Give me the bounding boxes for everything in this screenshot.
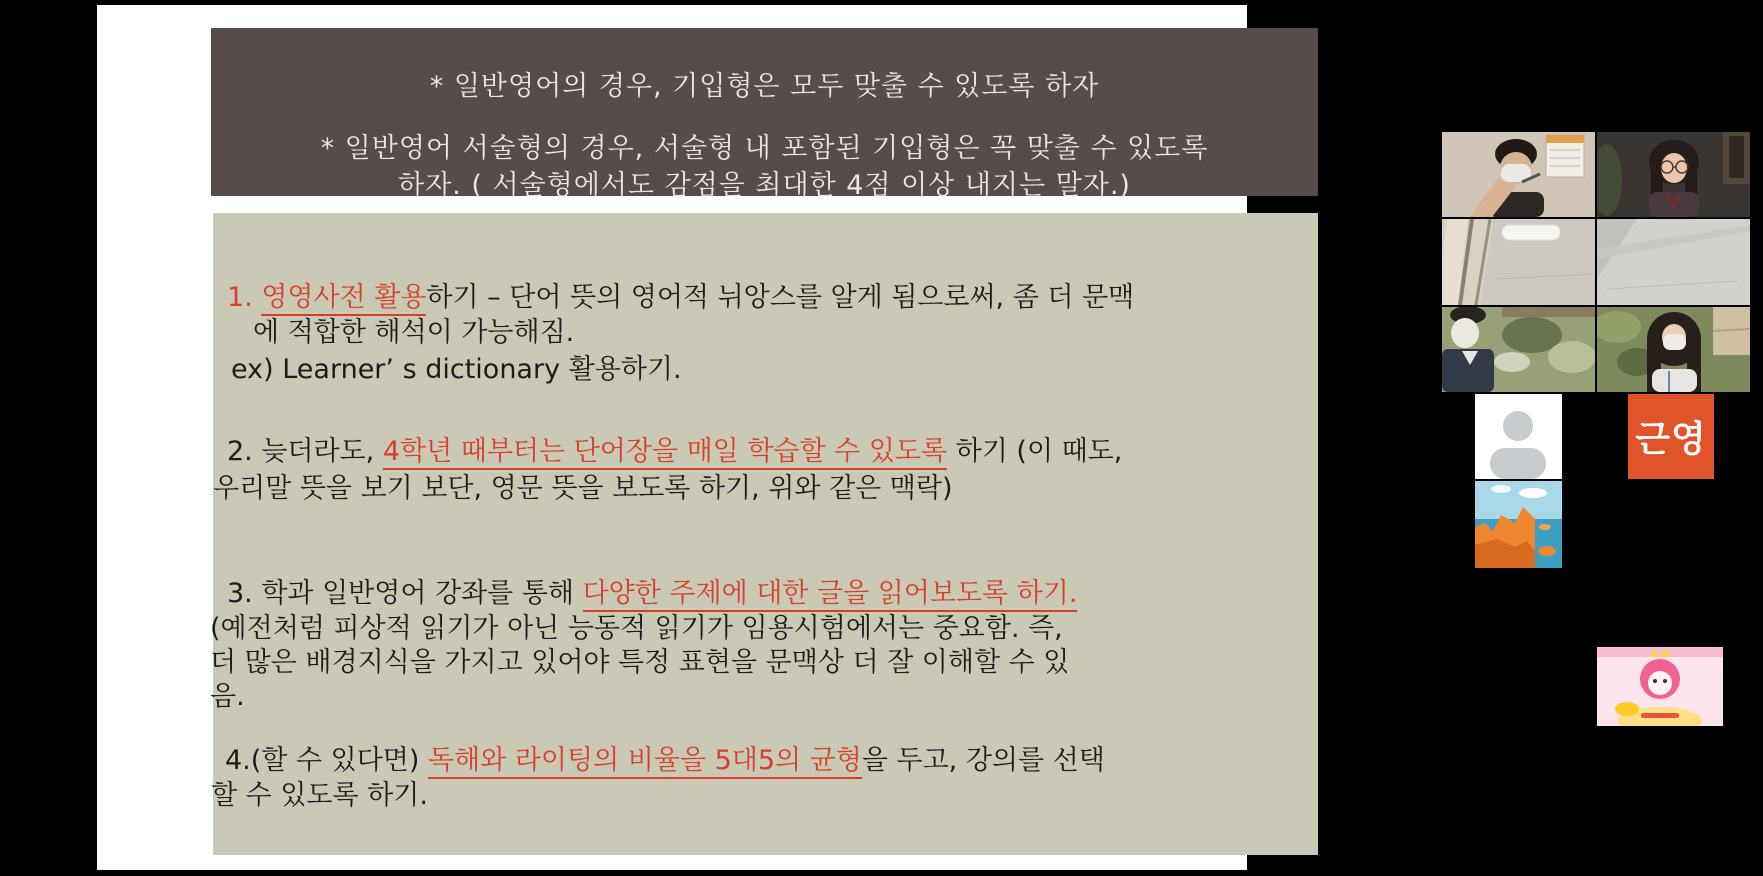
- slide-line-2: [253, 310, 574, 349]
- slide-header-line-1: * 일반영어의 경우, 기입형은 모두 맞출 수 있도록 하자: [429, 71, 1100, 102]
- avatar-placeholder-icon: [1475, 394, 1562, 479]
- participant-avatar-tile[interactable]: [1475, 394, 1562, 479]
- body-text: 더 많은 배경지식을 가지고 있어야 특정 표현을 문맥상 더 잘 이해할 수 있: [210, 647, 1070, 678]
- participant-video-5[interactable]: [1442, 307, 1595, 392]
- person-figure: [1649, 140, 1699, 217]
- participant-video-6[interactable]: [1597, 307, 1750, 392]
- slide-line-11: [211, 773, 428, 812]
- body-text: (예전처럼 피상적 읽기가 아닌 능동적 읽기가 임용시험에서는 중요함. 즉,: [210, 613, 1063, 644]
- participant-video-small[interactable]: [1597, 647, 1723, 726]
- participant-video-1[interactable]: [1442, 132, 1595, 217]
- person-figure: [1647, 312, 1701, 392]
- slide-line-1: [227, 275, 1134, 314]
- participant-name-tile[interactable]: [1628, 394, 1714, 479]
- body-text: 음.: [210, 681, 245, 712]
- shared-screen-slide: [97, 5, 1247, 870]
- slide-line-10: [225, 738, 1105, 777]
- slide-content-box: [210, 213, 1318, 855]
- slide-line-4: [227, 429, 1122, 468]
- body-text: 에 적합한 해석이 가능해짐.: [253, 317, 575, 348]
- body-text: 3. 학과 일반영어 강좌를 통해: [227, 578, 583, 609]
- video-frame-ceiling-window: [1442, 219, 1595, 305]
- video-frame-masked-person-outdoors: [1442, 307, 1595, 392]
- body-text: ex) Learner’ s dictionary 활용하기.: [231, 354, 682, 385]
- slide-line-9: [210, 674, 245, 713]
- body-text: 우리말 뜻을 보기 보단, 영문 뜻을 보도록 하기, 위와 같은 맥락): [213, 473, 953, 504]
- slide-line-8: [210, 640, 1069, 679]
- highlighted-text: 독해와 라이팅의 비율을 5대5의 균형: [428, 745, 862, 779]
- video-frame-woman-with-glasses: [1597, 132, 1750, 217]
- list-number: 1.: [227, 282, 262, 313]
- video-frame-ceiling: [1597, 219, 1750, 305]
- cartoon-character-illustration: [1597, 647, 1723, 726]
- highlighted-text: 영영사전 활용: [261, 282, 426, 316]
- body-text: 할 수 있도록 하기.: [211, 780, 428, 811]
- slide-line-5: [213, 466, 953, 505]
- video-frame-man-with-mask: [1442, 132, 1595, 217]
- body-text: 하기 – 단어 뜻의 영어적 뉘앙스를 알게 됨으로써, 좀 더 문맥: [426, 282, 1135, 313]
- slide-line-3: [231, 347, 682, 386]
- participant-video-3[interactable]: [1442, 219, 1595, 305]
- slide-line-6: [227, 571, 1077, 610]
- slide-header-box: [211, 28, 1318, 201]
- beach-illustration: [1475, 481, 1562, 568]
- participant-image-tile[interactable]: [1475, 481, 1562, 568]
- slide-header-line-3: 하자. ( 서술형에서도 감점을 최대한 4점 이상 내지는 말자.): [398, 170, 1131, 201]
- video-frame-woman-white-mask: [1597, 307, 1750, 392]
- slide-header-line-2: * 일반영어 서술형의 경우, 서술형 내 포함된 기입형은 꼭 맞출 수 있도록: [320, 133, 1209, 164]
- participant-video-4[interactable]: [1597, 219, 1750, 305]
- body-text: 2. 늦더라도,: [227, 436, 383, 467]
- body-text: 4.(할 수 있다면): [225, 745, 428, 776]
- participant-name-label: 근영: [1635, 419, 1707, 460]
- highlighted-text: 다양한 주제에 대한 글을 읽어보도록 하기.: [583, 578, 1078, 612]
- body-text: 하기 (이 때도,: [947, 436, 1123, 467]
- body-text: 을 두고, 강의를 선택: [861, 745, 1105, 776]
- highlighted-text: 4학년 때부터는 단어장을 매일 학습할 수 있도록: [383, 436, 947, 470]
- participant-video-2[interactable]: [1597, 132, 1750, 217]
